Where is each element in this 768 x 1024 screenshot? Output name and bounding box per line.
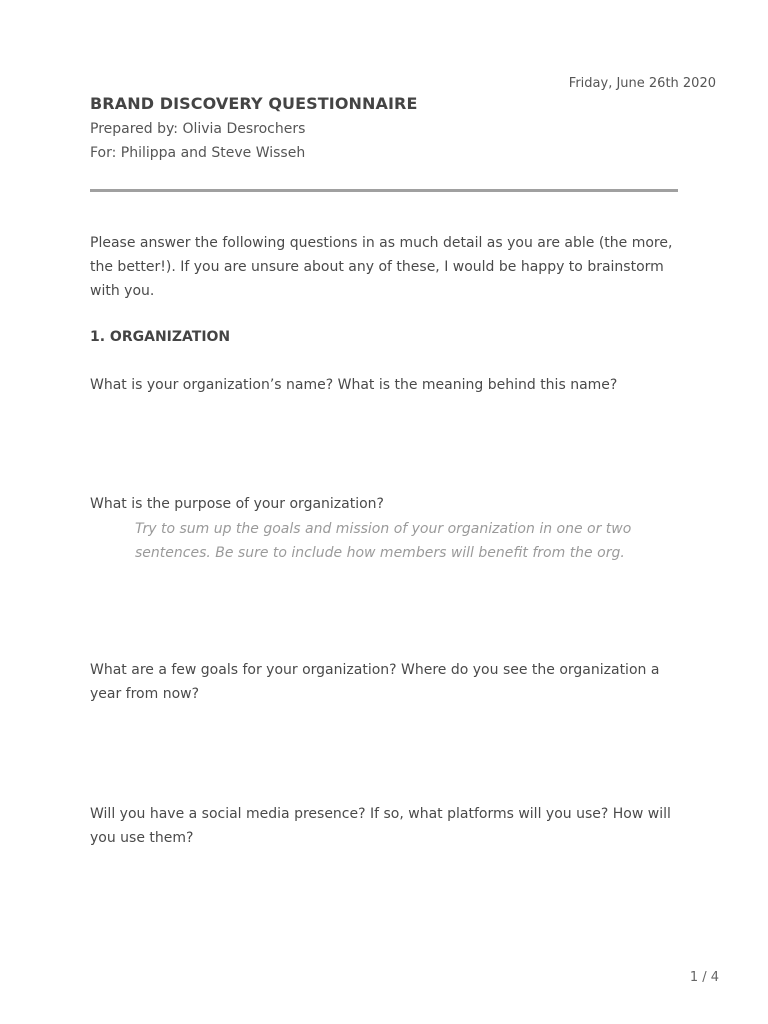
question-organization-purpose: What is the purpose of your organization? [90,496,384,512]
prepared-by: Prepared by: Olivia Desrochers [90,121,306,137]
question-social-media: Will you have a social media presence? If so, what platforms will you use? How will you use them? [90,806,671,846]
page-number: 1 / 4 [689,970,719,985]
document-date: Friday, June 26th 2020 [568,76,716,91]
question-hint: Try to sum up the goals and mission of your organization in one or two sentences. Be sure to include how members will benefit from the org. [135,521,632,561]
section-heading: 1. ORGANIZATION [90,329,231,345]
document-title: BRAND DISCOVERY QUESTIONNAIRE [90,94,418,113]
prepared-for: For: Philippa and Steve Wisseh [90,145,306,161]
intro-paragraph: Please answer the following questions in as much detail as you are able (the more, the better!). If you are unsure about any of these, I would be happy to brainstorm with you. [90,235,673,299]
question-organization-goals: What are a few goals for your organization? Where do you see the organization a year from now? [90,662,660,702]
header-divider [90,189,678,192]
question-organization-name: What is your organization’s name? What is the meaning behind this name? [90,377,618,393]
